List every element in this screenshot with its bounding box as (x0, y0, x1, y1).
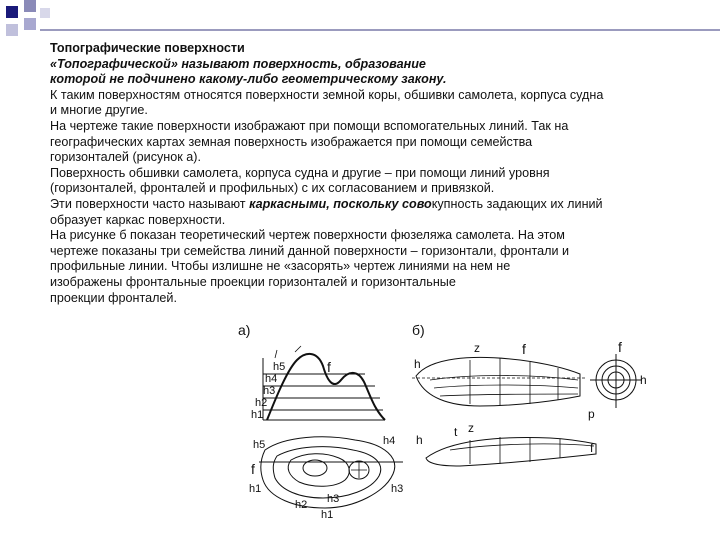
figure-b-label: б) (412, 322, 425, 338)
plan-label-h1: h1 (249, 483, 262, 495)
fuselage-plan-view (426, 437, 596, 466)
plan-label-h4: h4 (383, 435, 396, 447)
plan-label-h3: h3 (391, 483, 404, 495)
label-h2: h (640, 373, 647, 387)
label-f2: f (618, 339, 622, 355)
paragraph-text: Эти поверхности часто называют (50, 196, 250, 211)
paragraph-line: (горизонталей, фронталей и профильных) с их согласованием и привязкой. (50, 181, 495, 196)
definition-line: которой не подчинено какому-либо геометрическому закону. (50, 72, 447, 87)
figure-a-label: а) (238, 322, 251, 338)
paragraph-line: На рисунке б показан теоретический чертеж поверхности фюзеляжа самолета. На этом (50, 228, 565, 243)
label-p: p (588, 407, 595, 421)
label-z2: z (468, 421, 474, 435)
plan-label-h5: h5 (253, 439, 266, 451)
slide-text-block (50, 41, 690, 306)
paragraph-line: изображены фронтальные проекции горизонталей и горизонтальные (50, 274, 456, 289)
plan-label-h3b: h3 (327, 493, 340, 505)
label-h4: h4 (265, 373, 278, 385)
figure-b-drawing (410, 340, 650, 490)
paragraph-line: горизонталей (рисунок а). (50, 150, 201, 165)
emphasis-text: каркасными, поскольку сово (249, 196, 432, 211)
definition-line: «Топографической» называют поверхность, образование (50, 56, 426, 71)
label-h1: h1 (251, 409, 264, 421)
paragraph-line: образует каркас поверхности. (50, 212, 226, 227)
plan-label-h2: h2 (295, 499, 308, 511)
plan-label-f: f (251, 461, 255, 477)
paragraph-line (50, 197, 690, 213)
label-h1: h (414, 357, 421, 371)
label-h3: h (416, 433, 423, 447)
terrain-profile (263, 346, 385, 420)
label-t: t (454, 425, 458, 439)
figure-a-drawing (235, 340, 415, 530)
paragraph-line: На чертеже такие поверхности изображают при помощи вспомогательных линий. Так на (50, 118, 569, 133)
paragraph-line: и многие другие. (50, 103, 148, 118)
corner-squares-decoration (0, 0, 720, 40)
label-z: z (474, 341, 480, 355)
label-h2: h2 (255, 397, 268, 409)
fuselage-side-view (412, 357, 586, 406)
fuselage-section-view (590, 354, 642, 408)
paragraph-text: купность задающих их линий (431, 196, 603, 211)
slide-title: Топографические поверхности (50, 41, 245, 55)
label-h5: h5 (273, 361, 286, 373)
plan-label-h1b: h1 (321, 509, 334, 521)
paragraph-line: Поверхность обшивки самолета, корпуса судна и другие – при помощи линий уровня (50, 165, 550, 180)
paragraph-line: проекции фронталей. (50, 290, 177, 305)
label-f3: f (590, 441, 594, 455)
paragraph-line: профильные линии. Чтобы излишне не «засорять» чертеж линиями на нем не (50, 259, 511, 274)
paragraph-line: К таким поверхностям относятся поверхности земной коры, обшивки самолета, корпуса судна (50, 87, 604, 102)
label-f: f (327, 359, 331, 375)
paragraph-line: географических картах земная поверхность изображается при помощи семейства (50, 134, 533, 149)
label-h3: h3 (263, 385, 276, 397)
label-f1: f (522, 341, 526, 357)
paragraph-line: чертеже показаны три семейства линий данной поверхности – горизонтали, фронтали и (50, 243, 570, 258)
